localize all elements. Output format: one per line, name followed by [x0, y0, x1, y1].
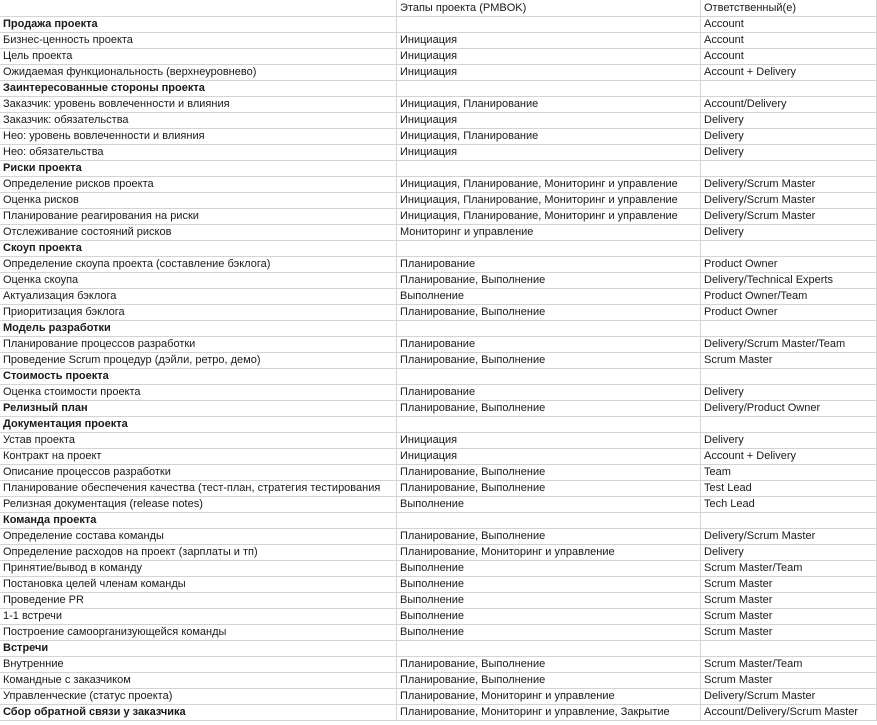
cell-task[interactable]: Сбор обратной связи у заказчика — [0, 705, 397, 721]
cell-phase[interactable]: Выполнение — [397, 289, 701, 305]
cell-task[interactable]: Контракт на проект — [0, 449, 397, 465]
cell-owner[interactable]: Tech Lead — [701, 497, 877, 513]
cell-task[interactable]: Заказчик: уровень вовлеченности и влияния — [0, 97, 397, 113]
table-row — [0, 353, 877, 369]
table-row — [0, 49, 877, 65]
cell-phase[interactable]: Планирование, Выполнение — [397, 529, 701, 545]
section-row — [0, 17, 877, 33]
table-row — [0, 529, 877, 545]
table-row — [0, 545, 877, 561]
cell-task[interactable]: Планирование реагирования на риски — [0, 209, 397, 225]
cell-owner[interactable]: Scrum Master — [701, 673, 877, 689]
cell-owner[interactable]: Account/Delivery/Scrum Master — [701, 705, 877, 721]
cell-phase[interactable]: Планирование, Выполнение — [397, 465, 701, 481]
cell-owner[interactable]: Delivery/Scrum Master — [701, 529, 877, 545]
cell-task[interactable]: Приоритизация бэклога — [0, 305, 397, 321]
cell-phase[interactable]: Планирование — [397, 385, 701, 401]
cell-owner[interactable]: Delivery — [701, 433, 877, 449]
cell-task[interactable]: Командные с заказчиком — [0, 673, 397, 689]
table-row — [0, 609, 877, 625]
cell-phase[interactable] — [397, 369, 701, 385]
cell-task[interactable]: Планирование процессов разработки — [0, 337, 397, 353]
cell-phase[interactable] — [397, 241, 701, 257]
cell-task[interactable]: Бизнес-ценность проекта — [0, 33, 397, 49]
cell-owner[interactable]: Delivery/Scrum Master — [701, 689, 877, 705]
header-cell-task[interactable] — [0, 0, 397, 17]
cell-owner[interactable]: Product Owner — [701, 305, 877, 321]
cell-phase[interactable]: Инициация, Планирование, Мониторинг и управление — [397, 177, 701, 193]
cell-owner[interactable]: Delivery — [701, 545, 877, 561]
cell-owner[interactable]: Delivery/Scrum Master — [701, 177, 877, 193]
cell-task[interactable]: Релизная документация (release notes) — [0, 497, 397, 513]
cell-task[interactable]: Нео: уровень вовлеченности и влияния — [0, 129, 397, 145]
cell-owner[interactable]: Account — [701, 17, 877, 33]
cell-phase[interactable] — [397, 641, 701, 657]
cell-owner[interactable]: Delivery/Scrum Master — [701, 193, 877, 209]
cell-owner[interactable]: Product Owner/Team — [701, 289, 877, 305]
cell-owner[interactable]: Test Lead — [701, 481, 877, 497]
table-row — [0, 433, 877, 449]
table-row — [0, 177, 877, 193]
table-row — [0, 577, 877, 593]
cell-phase[interactable]: Выполнение — [397, 577, 701, 593]
cell-phase[interactable]: Инициация — [397, 33, 701, 49]
header-cell-owner[interactable]: Ответственный(е) — [701, 0, 877, 17]
cell-phase[interactable]: Выполнение — [397, 593, 701, 609]
cell-owner[interactable] — [701, 417, 877, 433]
table-row — [0, 209, 877, 225]
table-row — [0, 561, 877, 577]
header-cell-phase[interactable]: Этапы проекта (PMBOK) — [397, 0, 701, 17]
cell-phase[interactable]: Инициация — [397, 449, 701, 465]
cell-phase[interactable]: Выполнение — [397, 609, 701, 625]
cell-owner[interactable]: Scrum Master/Team — [701, 657, 877, 673]
cell-owner[interactable]: Scrum Master — [701, 353, 877, 369]
table-row — [0, 129, 877, 145]
section-row — [0, 369, 877, 385]
cell-phase[interactable]: Мониторинг и управление — [397, 225, 701, 241]
cell-owner[interactable]: Delivery — [701, 129, 877, 145]
section-row — [0, 641, 877, 657]
cell-phase[interactable]: Планирование, Выполнение — [397, 353, 701, 369]
table-row — [0, 385, 877, 401]
cell-phase[interactable]: Планирование, Мониторинг и управление — [397, 545, 701, 561]
table-row — [0, 657, 877, 673]
table-row — [0, 225, 877, 241]
table-row — [0, 337, 877, 353]
table-row — [0, 193, 877, 209]
cell-task[interactable]: Постановка целей членам команды — [0, 577, 397, 593]
cell-phase[interactable]: Инициация — [397, 113, 701, 129]
cell-owner[interactable]: Delivery/Scrum Master — [701, 209, 877, 225]
table-row — [0, 113, 877, 129]
cell-task[interactable]: Принятие/вывод в команду — [0, 561, 397, 577]
cell-owner[interactable] — [701, 369, 877, 385]
table-body — [0, 17, 877, 721]
cell-phase[interactable]: Планирование, Выполнение — [397, 401, 701, 417]
table-row — [0, 145, 877, 161]
cell-phase[interactable]: Планирование, Выполнение — [397, 481, 701, 497]
cell-phase[interactable] — [397, 417, 701, 433]
cell-task[interactable]: Определение расходов на проект (зарплаты и тп) — [0, 545, 397, 561]
cell-owner[interactable]: Account — [701, 33, 877, 49]
section-row — [0, 705, 877, 721]
cell-task[interactable]: Определение состава команды — [0, 529, 397, 545]
table-row — [0, 289, 877, 305]
cell-phase[interactable] — [397, 81, 701, 97]
section-row — [0, 401, 877, 417]
cell-owner[interactable]: Delivery/Product Owner — [701, 401, 877, 417]
cell-task[interactable]: Модель разработки — [0, 321, 397, 337]
cell-task[interactable]: Продажа проекта — [0, 17, 397, 33]
cell-task[interactable]: Проведение PR — [0, 593, 397, 609]
cell-owner[interactable] — [701, 81, 877, 97]
cell-phase[interactable] — [397, 321, 701, 337]
cell-phase[interactable]: Планирование, Мониторинг и управление, Закрытие — [397, 705, 701, 721]
cell-task[interactable]: Устав проекта — [0, 433, 397, 449]
cell-owner[interactable]: Delivery/Scrum Master/Team — [701, 337, 877, 353]
cell-owner[interactable]: Account/Delivery — [701, 97, 877, 113]
table-row — [0, 449, 877, 465]
section-row — [0, 417, 877, 433]
cell-phase[interactable]: Планирование — [397, 337, 701, 353]
table-row — [0, 273, 877, 289]
cell-owner[interactable]: Account + Delivery — [701, 449, 877, 465]
cell-phase[interactable]: Инициация — [397, 65, 701, 81]
cell-task[interactable]: Описание процессов разработки — [0, 465, 397, 481]
cell-owner[interactable] — [701, 321, 877, 337]
cell-task[interactable]: Заинтересованные стороны проекта — [0, 81, 397, 97]
section-row — [0, 321, 877, 337]
cell-phase[interactable] — [397, 161, 701, 177]
cell-phase[interactable]: Инициация, Планирование, Мониторинг и управление — [397, 209, 701, 225]
cell-owner[interactable] — [701, 513, 877, 529]
cell-phase[interactable]: Инициация, Планирование — [397, 129, 701, 145]
cell-task[interactable]: Ожидаемая функциональность (верхнеуровнево) — [0, 65, 397, 81]
cell-phase[interactable]: Планирование, Выполнение — [397, 657, 701, 673]
cell-phase[interactable]: Выполнение — [397, 561, 701, 577]
cell-task[interactable]: Определение скоупа проекта (составление бэклога) — [0, 257, 397, 273]
cell-owner[interactable]: Delivery — [701, 145, 877, 161]
cell-phase[interactable]: Инициация, Планирование, Мониторинг и управление — [397, 193, 701, 209]
cell-task[interactable]: 1-1 встречи — [0, 609, 397, 625]
cell-task[interactable]: Планирование обеспечения качества (тест-план, стратегия тестирования — [0, 481, 397, 497]
table-row — [0, 497, 877, 513]
cell-phase[interactable]: Инициация — [397, 433, 701, 449]
cell-task[interactable]: Управленческие (статус проекта) — [0, 689, 397, 705]
cell-owner[interactable] — [701, 241, 877, 257]
cell-owner[interactable] — [701, 161, 877, 177]
cell-phase[interactable]: Планирование, Выполнение — [397, 305, 701, 321]
header-row — [0, 0, 877, 17]
table-row — [0, 33, 877, 49]
cell-phase[interactable]: Инициация — [397, 145, 701, 161]
table-row — [0, 465, 877, 481]
cell-task[interactable]: Проведение Scrum процедур (дэйли, ретро, демо) — [0, 353, 397, 369]
section-row — [0, 161, 877, 177]
cell-owner[interactable]: Delivery — [701, 385, 877, 401]
cell-phase[interactable]: Планирование, Мониторинг и управление — [397, 689, 701, 705]
cell-task[interactable]: Внутренние — [0, 657, 397, 673]
cell-owner[interactable]: Delivery — [701, 225, 877, 241]
table-row — [0, 689, 877, 705]
cell-task[interactable]: Построение самоорганизующейся команды — [0, 625, 397, 641]
section-row — [0, 241, 877, 257]
cell-task[interactable]: Цель проекта — [0, 49, 397, 65]
cell-task[interactable]: Документация проекта — [0, 417, 397, 433]
cell-owner[interactable] — [701, 641, 877, 657]
cell-task[interactable]: Оценка рисков — [0, 193, 397, 209]
cell-phase[interactable]: Выполнение — [397, 497, 701, 513]
cell-owner[interactable]: Account — [701, 49, 877, 65]
cell-task[interactable]: Оценка стоимости проекта — [0, 385, 397, 401]
cell-phase[interactable]: Выполнение — [397, 625, 701, 641]
cell-owner[interactable]: Delivery — [701, 113, 877, 129]
table-row — [0, 673, 877, 689]
section-row — [0, 513, 877, 529]
cell-phase[interactable]: Планирование, Выполнение — [397, 673, 701, 689]
cell-phase[interactable]: Инициация, Планирование — [397, 97, 701, 113]
table-row — [0, 593, 877, 609]
cell-phase[interactable] — [397, 17, 701, 33]
cell-task[interactable]: Стоимость проекта — [0, 369, 397, 385]
cell-task[interactable]: Актуализация бэклога — [0, 289, 397, 305]
table-row — [0, 305, 877, 321]
cell-task[interactable]: Встречи — [0, 641, 397, 657]
cell-owner[interactable]: Account + Delivery — [701, 65, 877, 81]
cell-task[interactable]: Риски проекта — [0, 161, 397, 177]
section-row — [0, 81, 877, 97]
cell-task[interactable]: Нео: обязательства — [0, 145, 397, 161]
cell-task[interactable]: Скоуп проекта — [0, 241, 397, 257]
cell-owner[interactable]: Scrum Master/Team — [701, 561, 877, 577]
cell-owner[interactable]: Delivery/Technical Experts — [701, 273, 877, 289]
cell-phase[interactable]: Инициация — [397, 49, 701, 65]
table-row — [0, 97, 877, 113]
table-row — [0, 481, 877, 497]
table-row — [0, 625, 877, 641]
cell-task[interactable]: Определение рисков проекта — [0, 177, 397, 193]
cell-owner[interactable]: Product Owner — [701, 257, 877, 273]
cell-owner[interactable]: Scrum Master — [701, 577, 877, 593]
cell-task[interactable]: Отслеживание состояний рисков — [0, 225, 397, 241]
cell-owner[interactable]: Scrum Master — [701, 609, 877, 625]
cell-task[interactable]: Заказчик: обязательства — [0, 113, 397, 129]
cell-phase[interactable]: Планирование — [397, 257, 701, 273]
cell-task[interactable]: Команда проекта — [0, 513, 397, 529]
cell-owner[interactable]: Scrum Master — [701, 593, 877, 609]
table-row — [0, 65, 877, 81]
cell-phase[interactable] — [397, 513, 701, 529]
cell-phase[interactable]: Планирование, Выполнение — [397, 273, 701, 289]
cell-owner[interactable]: Team — [701, 465, 877, 481]
cell-owner[interactable]: Scrum Master — [701, 625, 877, 641]
table-row — [0, 257, 877, 273]
cell-task[interactable]: Релизный план — [0, 401, 397, 417]
cell-task[interactable]: Оценка скоупа — [0, 273, 397, 289]
